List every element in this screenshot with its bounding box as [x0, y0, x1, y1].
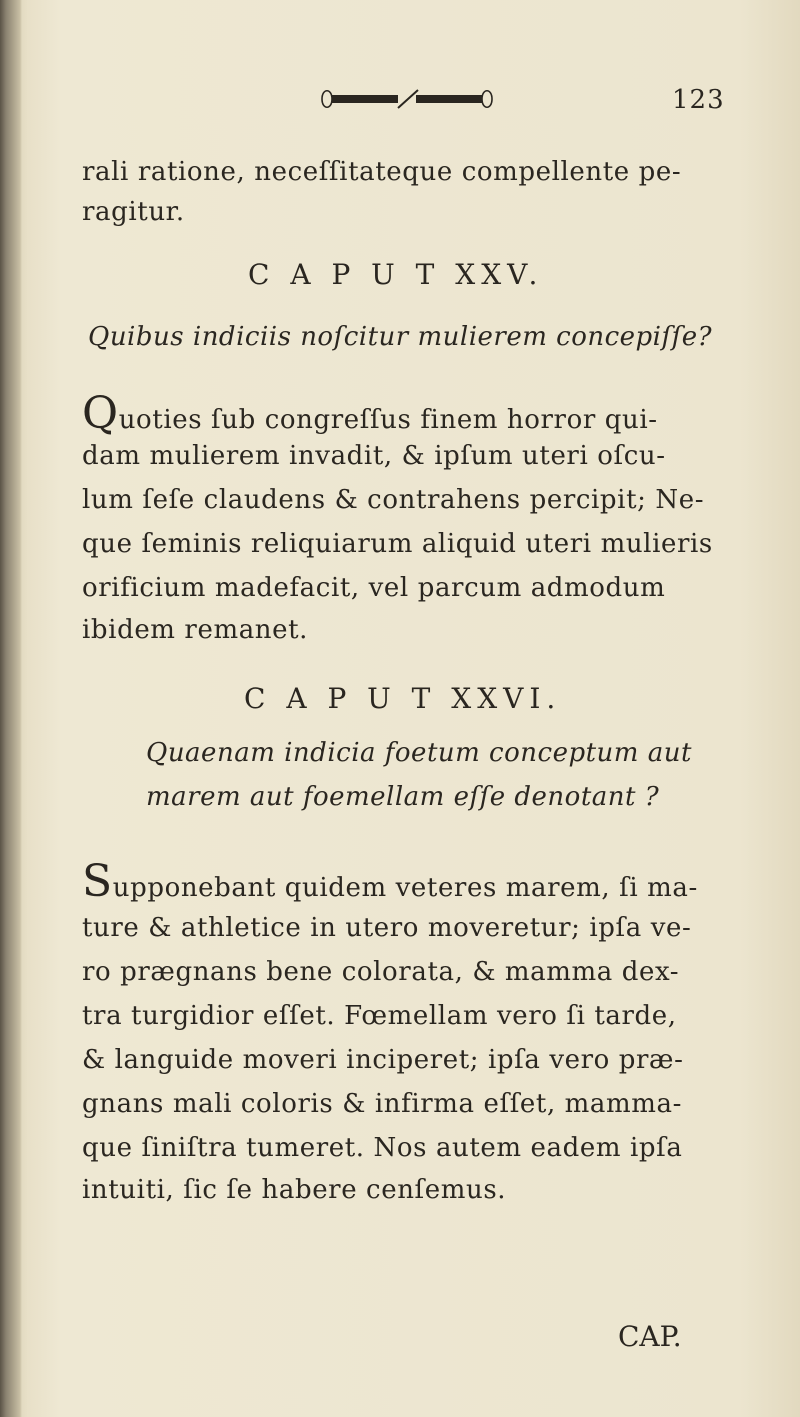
page-number: 123: [672, 85, 725, 115]
catchword: CAP.: [618, 1320, 682, 1353]
text-line: orificium madefacit, vel parcum admodum: [82, 573, 666, 603]
text-line: ibidem remanet.: [82, 615, 309, 645]
text-line: que ſeminis reliquiarum aliquid uteri mulieris: [82, 529, 713, 559]
header-ornament: [318, 82, 498, 116]
text-line: tra turgidior eſſet. Fœmellam vero ſi tarde,: [82, 1001, 677, 1031]
text-line: lum ſeſe claudens & contrahens percipit; Ne-: [82, 485, 705, 515]
chapter-heading-xxv: C A P U T XXV.: [248, 258, 544, 291]
text-line: gnans mali coloris & infirma eſſet, mamma-: [82, 1089, 683, 1119]
text-line: ture & athletice in utero moveretur; ipſa ve-: [82, 913, 692, 943]
drop-cap: Q: [82, 388, 119, 439]
text-line: rali ratione, neceſſitateque compellente pe-: [82, 157, 682, 187]
chapter-title-xxv: Quibus indiciis noſcitur mulierem concepiſſe?: [88, 322, 713, 352]
drop-cap: S: [82, 856, 113, 907]
page-spine-shadow: [0, 0, 22, 1417]
chapter-heading-xxvi: C A P U T XXVI.: [244, 682, 562, 715]
text-line: & languide moveri inciperet; ipſa vero præ-: [82, 1045, 684, 1075]
text-line: que ſiniſtra tumeret. Nos autem eadem ipſa: [82, 1133, 683, 1163]
text-line: ragitur.: [82, 197, 185, 227]
text-line: intuiti, ſic ſe habere cenſemus.: [82, 1175, 507, 1205]
chapter-title-xxvi-line2: marem aut foemellam eſſe denotant ?: [146, 782, 660, 812]
text-line-with-dropcap: Quoties ſub congreſſus finem horror qui-: [82, 388, 658, 439]
chapter-title-xxvi-line1: Quaenam indicia foetum conceptum aut: [146, 738, 692, 768]
text-line-with-dropcap: Supponebant quidem veteres marem, ſi ma-: [82, 856, 698, 907]
text-line: ro prægnans bene colorata, & mamma dex-: [82, 957, 680, 987]
text-line: dam mulierem invadit, & ipſum uteri oſcu-: [82, 441, 666, 471]
